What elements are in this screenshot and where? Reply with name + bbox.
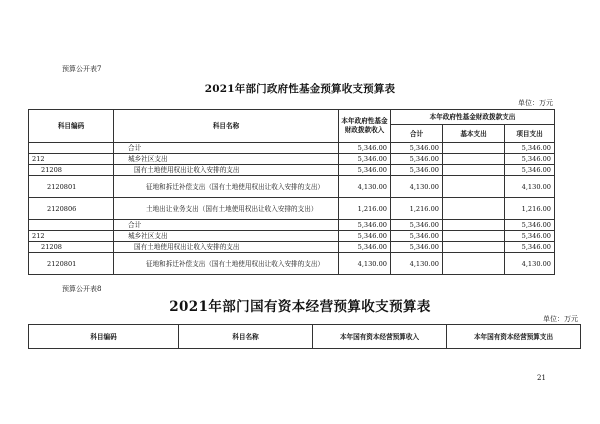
- cell-income: 4,130.00: [339, 176, 391, 198]
- cell-code: 21208: [29, 242, 114, 253]
- header-income: 本年国有资本经营预算收入: [313, 325, 447, 349]
- cell-project: 5,346.00: [505, 165, 555, 176]
- header-project: 项目支出: [505, 125, 555, 143]
- table-row: [29, 154, 555, 165]
- header-name: 科目名称: [179, 325, 313, 349]
- cell-name: 国有土地使用权出让收入安排的支出: [114, 242, 339, 253]
- cell-name: 城乡社区支出: [114, 231, 339, 242]
- cell-basic: [443, 220, 505, 231]
- table8-label: 预算公开表8: [62, 285, 102, 293]
- cell-basic: [443, 242, 505, 253]
- cell-income: 5,346.00: [339, 220, 391, 231]
- cell-total: 5,346.00: [391, 143, 443, 154]
- cell-project: 1,216.00: [505, 198, 555, 220]
- cell-income: 4,130.00: [339, 253, 391, 275]
- cell-income: 5,346.00: [339, 154, 391, 165]
- cell-total: 5,346.00: [391, 231, 443, 242]
- cell-total: 4,130.00: [391, 253, 443, 275]
- cell-code: 2120801: [29, 253, 114, 275]
- cell-code: 2120801: [29, 176, 114, 198]
- table8: [28, 324, 581, 349]
- table8-title: 2021年部门国有资本经营预算收支预算表: [169, 299, 431, 315]
- cell-name: 土地出让业务支出（国有土地使用权出让收入安排的支出）: [114, 198, 339, 220]
- cell-income: 1,216.00: [339, 198, 391, 220]
- cell-project: 5,346.00: [505, 220, 555, 231]
- table-row: [29, 242, 555, 253]
- cell-basic: [443, 154, 505, 165]
- cell-total: 5,346.00: [391, 220, 443, 231]
- cell-income: 5,346.00: [339, 231, 391, 242]
- cell-basic: [443, 176, 505, 198]
- header-expense-group: 本年政府性基金财政拨款支出: [391, 110, 555, 125]
- table-row: [29, 231, 555, 242]
- header-code: 科目编码: [29, 110, 114, 143]
- cell-basic: [443, 198, 505, 220]
- table-row: [29, 198, 555, 220]
- table8-unit: 单位：万元: [543, 315, 578, 323]
- cell-code: 2120806: [29, 198, 114, 220]
- table-row: [29, 143, 555, 154]
- cell-project: 5,346.00: [505, 154, 555, 165]
- header-expense: 本年国有资本经营预算支出: [447, 325, 581, 349]
- cell-code: [29, 220, 114, 231]
- cell-total: 5,346.00: [391, 154, 443, 165]
- cell-code: 212: [29, 231, 114, 242]
- page-number: 21: [537, 374, 546, 382]
- table-row: [29, 165, 555, 176]
- table7-unit: 单位：万元: [518, 99, 553, 107]
- table-row: [29, 220, 555, 231]
- cell-name: 城乡社区支出: [114, 154, 339, 165]
- cell-total: 1,216.00: [391, 198, 443, 220]
- cell-total: 4,130.00: [391, 176, 443, 198]
- cell-name: 合计: [114, 220, 339, 231]
- cell-name: 合计: [114, 143, 339, 154]
- cell-income: 5,346.00: [339, 165, 391, 176]
- cell-code: 21208: [29, 165, 114, 176]
- table7-title: 2021年部门政府性基金预算收支预算表: [204, 83, 396, 95]
- cell-name: 征地和拆迁补偿支出（国有土地使用权出让收入安排的支出）: [114, 176, 339, 198]
- table7-label: 预算公开表7: [62, 65, 102, 73]
- cell-basic: [443, 253, 505, 275]
- cell-income: 5,346.00: [339, 143, 391, 154]
- header-code: 科目编码: [29, 325, 179, 349]
- cell-project: 5,346.00: [505, 242, 555, 253]
- header-name: 科目名称: [114, 110, 339, 143]
- cell-code: 212: [29, 154, 114, 165]
- cell-project: 5,346.00: [505, 231, 555, 242]
- cell-total: 5,346.00: [391, 165, 443, 176]
- cell-project: 5,346.00: [505, 143, 555, 154]
- header-basic: 基本支出: [443, 125, 505, 143]
- cell-basic: [443, 143, 505, 154]
- table-row: [29, 176, 555, 198]
- cell-name: 征地和拆迁补偿支出（国有土地使用权出让收入安排的支出）: [114, 253, 339, 275]
- cell-basic: [443, 231, 505, 242]
- cell-code: [29, 143, 114, 154]
- table7: [28, 109, 555, 275]
- cell-project: 4,130.00: [505, 176, 555, 198]
- cell-total: 5,346.00: [391, 242, 443, 253]
- header-income: 本年政府性基金财政拨款收入: [339, 110, 391, 143]
- cell-name: 国有土地使用权出让收入安排的支出: [114, 165, 339, 176]
- table-row: [29, 253, 555, 275]
- cell-basic: [443, 165, 505, 176]
- header-total: 合计: [391, 125, 443, 143]
- cell-project: 4,130.00: [505, 253, 555, 275]
- cell-income: 5,346.00: [339, 242, 391, 253]
